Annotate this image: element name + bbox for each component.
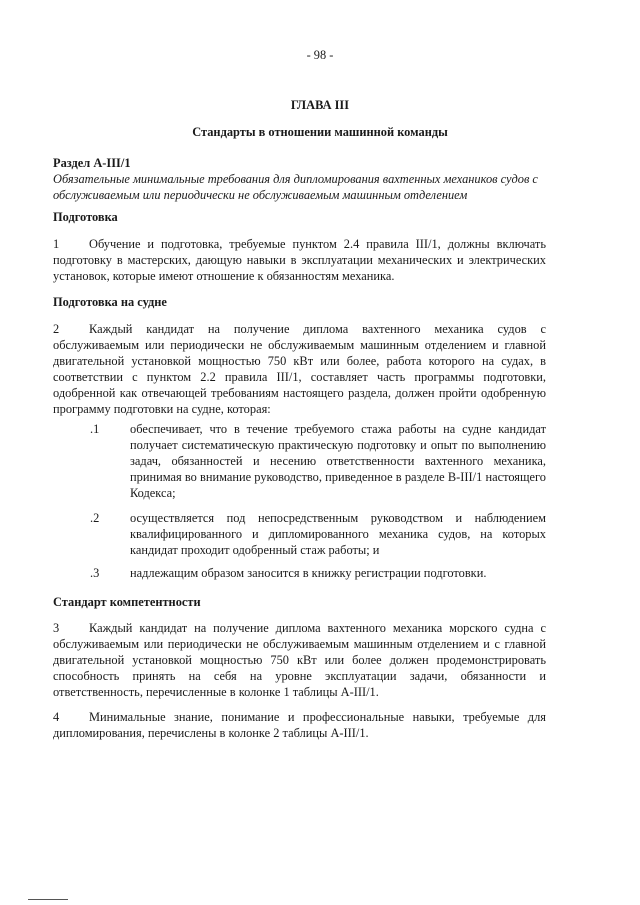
subitem-text: обеспечивает, что в течение требуемого стажа работы на судне кандидат получает систематическую практическую подготовку и опыт по выполнению задач, обязанностей и несению ответственности вахтенного механика, принимая во внимание руководство, приведенное в разделе B-III/1 настоящего Кодекса; (130, 422, 546, 500)
subitem-number: .3 (90, 566, 100, 580)
paragraph-text: Каждый кандидат на получение диплома вахтенного механика судов с обслуживаемым или периодически не обслуживаемым машинным отделением и главной двигательной установкой мощностью 750 кВт или более, работа которого на судах, в соответствии с пунктом 2.2 правила III/1, составляет часть программы подготовки, одобренной как отвечающей требованиям настоящего раздела, должен пройти одобренную программу подготовки на судне, которая: (53, 322, 546, 416)
section-title: Обязательные минимальные требования для дипломирования вахтенных механиков судов с обслуживаемым или периодически не обслуживаемым машинным отделением (53, 172, 538, 202)
chapter-title: ГЛАВА III (290, 98, 350, 112)
heading-training: Подготовка (53, 210, 118, 224)
section-code: Раздел A-III/1 (53, 156, 131, 170)
subitem-number: .2 (90, 511, 100, 525)
paragraph-3 (53, 620, 546, 700)
paragraph-1 (53, 236, 546, 284)
subitem-text: осуществляется под непосредственным руководством и наблюдением квалифицированного и дипломированного механика судов, на которых кандидат проходит одобренный стаж работы; и (130, 511, 546, 557)
footer-rule (28, 899, 68, 900)
subitem-1 (90, 421, 546, 501)
paragraph-text: Минимальные знание, понимание и профессиональные навыки, требуемые для дипломирования, перечислены в колонке 2 таблицы A-III/1. (53, 710, 546, 740)
paragraph-number: 1 (53, 237, 60, 251)
chapter-subtitle: Стандарты в отношении машинной команды (192, 125, 448, 139)
heading-onboard-training: Подготовка на судне (53, 295, 167, 309)
heading-competence: Стандарт компетентности (53, 595, 201, 609)
paragraph-2 (53, 321, 546, 417)
paragraph-number: 4 (53, 710, 60, 724)
paragraph-text: Обучение и подготовка, требуемые пунктом 2.4 правила III/1, должны включать подготовку в мастерских, дающую навыки в эксплуатации механических и электрических установок, которые имеют отношение к обязанностям механика. (53, 237, 546, 283)
page-number: - 98 - (306, 48, 334, 62)
subitem-2 (90, 510, 546, 558)
paragraph-text: Каждый кандидат на получение диплома вахтенного механика морского судна с обслуживаемым или периодически не обслуживаемым машинным отделением и с главной двигательной установкой мощностью 750 кВт или более должен продемонстрировать способность принять на себя на уровне эксплуатации задачи, обязанности и ответственность, перечисленные в колонке 1 таблицы A-III/1. (53, 621, 546, 699)
paragraph-number: 2 (53, 322, 60, 336)
subitem-number: .1 (90, 422, 100, 436)
paragraph-number: 3 (53, 621, 60, 635)
subitem-text: надлежащим образом заносится в книжку регистрации подготовки. (130, 566, 487, 580)
subitem-3 (90, 565, 546, 581)
paragraph-4 (53, 709, 546, 741)
